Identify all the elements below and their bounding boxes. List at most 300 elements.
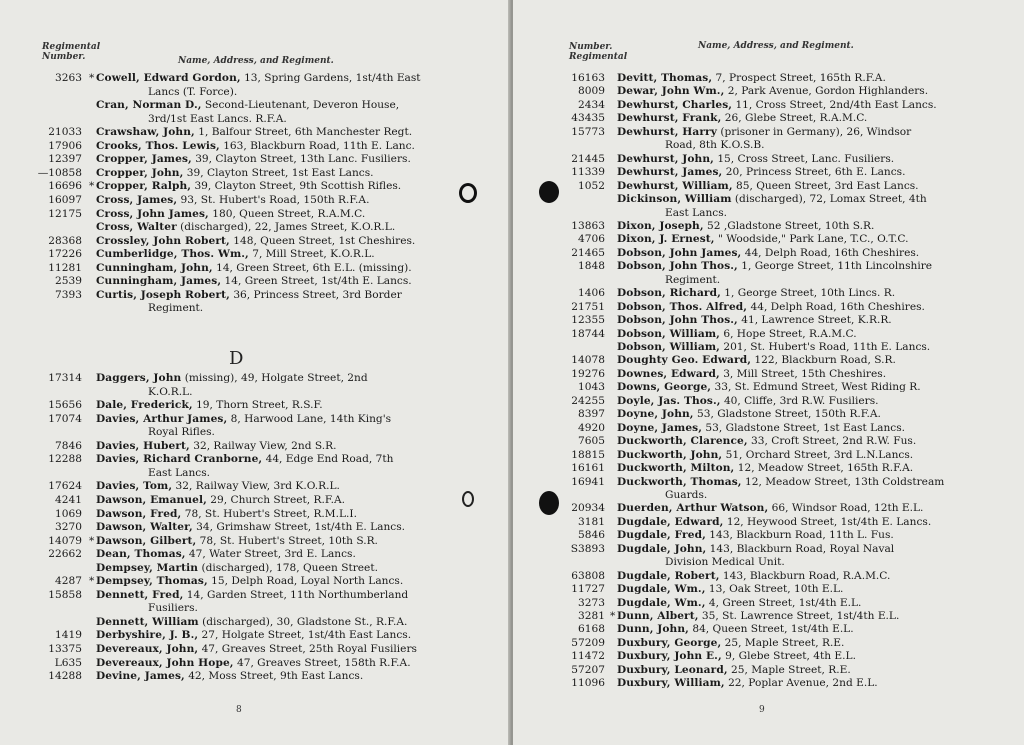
entry-row: [0, 521, 500, 534]
address-regiment: 12, Heywood Street, 1st/4th E. Lancs.: [726, 515, 932, 528]
entry-text: [96, 262, 412, 275]
person-name: Doyne, James,: [617, 421, 703, 434]
star-marker: *: [89, 180, 95, 193]
regimental-number: 2434: [578, 98, 605, 111]
entry-row: [0, 126, 500, 139]
address-regiment: 78, St. Hubert's Street, 10th S.R.: [199, 534, 378, 547]
entry-continuation: Division Medical Unit.: [665, 556, 785, 569]
entry-row: [513, 583, 1013, 596]
entry-row: [0, 99, 500, 112]
entry-text: [617, 287, 895, 300]
address-regiment: 11, Cross Street, 2nd/4th East Lancs.: [735, 98, 937, 111]
regimental-number: 16163: [571, 72, 605, 84]
regimental-number: 15773: [571, 125, 605, 138]
person-name: Devereaux, John,: [96, 643, 199, 655]
regimental-number: 18815: [571, 448, 605, 461]
entry-text: [96, 235, 415, 248]
regimental-number: 11339: [571, 166, 605, 179]
page-right: [513, 0, 1024, 745]
star-marker: *: [89, 575, 95, 588]
entry-text: [617, 314, 892, 327]
entry-text: [617, 623, 854, 636]
regimental-number: 7846: [55, 439, 82, 452]
address-regiment: 20, Princess Street, 6th E. Lancs.: [725, 166, 906, 179]
person-name: Duckworth, Clarence,: [617, 435, 748, 448]
address-regiment: 44, Delph Road, 16th Cheshires.: [750, 300, 925, 313]
address-regiment: 180, Queen Street, R.A.M.C.: [212, 207, 366, 220]
address-regiment: 29, Church Street, R.F.A.: [210, 493, 345, 506]
page-number: 9: [759, 705, 765, 715]
entry-row: [0, 235, 500, 248]
entry-row: [513, 570, 1013, 583]
entry-row: [513, 220, 1013, 233]
entry-row: [513, 408, 1013, 421]
person-name: Cran, Norman D.,: [96, 99, 202, 112]
entry-row: [513, 449, 1013, 462]
entry-text: [617, 435, 916, 448]
person-name: Downes, Edward,: [617, 367, 720, 380]
star-marker: *: [89, 72, 95, 84]
regimental-number: 43435: [571, 112, 605, 125]
person-name: Dunn, Albert,: [617, 610, 699, 622]
person-name: Dobson, William,: [617, 327, 720, 340]
entry-row: [0, 616, 500, 629]
address-regiment: 3, Mill Street, 15th Cheshires.: [723, 367, 887, 380]
address-regiment: 15, Delph Road, Loyal North Lancs.: [211, 575, 404, 588]
entry-continuation: Guards.: [665, 488, 708, 501]
regimental-number: 1043: [578, 381, 605, 394]
address-regiment: (discharged), 30, Gladstone St., R.F.A.: [202, 615, 408, 628]
person-name: Dugdale, Wm.,: [617, 583, 706, 596]
regimental-number: 57207: [571, 663, 605, 676]
address-regiment: 47, Greaves Street, 25th Royal Fusiliers: [201, 643, 417, 655]
address-regiment: 40, Cliffe, 3rd R.W. Fusiliers.: [723, 394, 879, 407]
person-name: Cropper, James,: [96, 153, 192, 166]
person-name: Cross, James,: [96, 193, 178, 206]
address-regiment: 39, Clayton Street, 1st East Lancs.: [186, 166, 374, 179]
address-regiment: 13, Oak Street, 10th E.L.: [708, 583, 844, 596]
entry-row: [0, 453, 500, 466]
entry-text: [617, 570, 890, 583]
entry-text: [96, 589, 408, 602]
person-name: Dawson, Fred,: [96, 507, 182, 520]
entry-row: [513, 166, 1013, 179]
address-regiment: 143, Blackburn Road, R.A.M.C.: [722, 569, 891, 582]
person-name: Duckworth, Thomas,: [617, 475, 742, 488]
regimental-number: 4287: [55, 575, 82, 588]
person-name: Dempsey, Thomas,: [96, 575, 208, 588]
regimental-number: 21445: [571, 152, 605, 165]
entry-row: [513, 637, 1013, 650]
entry-text: [617, 301, 925, 314]
entry-continuation: Royal Rifles.: [148, 426, 215, 439]
regimental-number: 1052: [578, 179, 605, 192]
person-name: Downs, George,: [617, 381, 712, 394]
entry-text: [96, 180, 401, 193]
person-name: Devine, James,: [96, 670, 185, 683]
regimental-number: L635: [54, 656, 82, 669]
entry-row: [513, 314, 1013, 327]
entry-row: [513, 193, 1013, 206]
address-regiment: Second-Lieutenant, Deveron House,: [204, 99, 400, 112]
entry-continuation: Regiment.: [148, 302, 204, 315]
header-name: Name, Address, and Regiment.: [178, 56, 334, 66]
entry-row: [0, 575, 500, 588]
person-name: Duxbury, Leonard,: [617, 663, 728, 676]
entry-text: [96, 521, 405, 534]
entry-row: [0, 248, 500, 261]
regimental-number: 63808: [571, 569, 605, 582]
address-regiment: " Woodside," Park Lane, T.C., O.T.C.: [717, 233, 909, 246]
address-regiment: 4, Green Street, 1st/4th E.L.: [708, 596, 862, 609]
entry-text: [96, 208, 365, 221]
entry-text: [617, 381, 921, 394]
entry-text: [96, 629, 411, 642]
address-regiment: 53, Gladstone Street, 1st East Lancs.: [705, 421, 906, 434]
address-regiment: 163, Blackburn Road, 11th E. Lanc.: [223, 139, 415, 152]
regimental-number: 21465: [571, 246, 605, 259]
person-name: Duckworth, Milton,: [617, 462, 735, 475]
entry-row: [513, 328, 1013, 341]
person-name: Dempsey, Martin: [96, 561, 199, 574]
person-name: Dawson, Gilbert,: [96, 534, 197, 547]
entry-row: [0, 153, 500, 166]
address-regiment: 25, Maple Street, R.E.: [731, 663, 851, 676]
address-regiment: 44, Delph Road, 16th Cheshires.: [744, 246, 920, 259]
entry-row: [0, 643, 500, 656]
person-name: Dewhurst, William,: [617, 179, 733, 192]
regimental-number: —10858: [37, 166, 82, 179]
address-regiment: 14, Green Street, 1st/4th E. Lancs.: [224, 275, 412, 288]
address-regiment: 53, Gladstone Street, 150th R.F.A.: [696, 408, 881, 421]
address-regiment: 66, Windsor Road, 12th E.L.: [771, 502, 924, 515]
star-marker: *: [89, 534, 95, 547]
regimental-number: 13375: [48, 643, 82, 655]
entry-row: [0, 275, 500, 288]
address-regiment: 1, Balfour Street, 6th Manchester Regt.: [198, 126, 413, 139]
entry-row: [0, 494, 500, 507]
entry-text: [96, 167, 374, 180]
entry-row: [513, 462, 1013, 475]
regimental-number: 8009: [578, 85, 605, 98]
star-marker: *: [610, 610, 616, 622]
entry-row: [0, 413, 500, 426]
entry-text: [617, 543, 894, 556]
regimental-number: 3263: [55, 72, 82, 84]
entry-row: [513, 153, 1013, 166]
entry-text: [617, 368, 886, 381]
entry-text: [96, 248, 375, 261]
entry-continuation: East Lancs.: [148, 466, 211, 479]
regimental-number: 8397: [578, 408, 605, 421]
entry-text: [96, 372, 368, 385]
entry-row: [513, 247, 1013, 260]
person-name: Crawshaw, John,: [96, 126, 195, 139]
address-regiment: 93, St. Hubert's Road, 150th R.F.A.: [180, 193, 370, 206]
entry-row: [0, 208, 500, 221]
regimental-number: 7605: [578, 435, 605, 448]
address-regiment: 7, Prospect Street, 165th R.F.A.: [715, 72, 886, 84]
person-name: Doyne, John,: [617, 408, 694, 421]
regimental-number: 14288: [48, 670, 82, 683]
entry-continuation: K.O.R.L.: [148, 385, 193, 398]
entry-text: [617, 233, 909, 246]
entry-text: [617, 341, 930, 354]
person-name: Dugdale, John,: [617, 542, 707, 555]
entry-text: [617, 395, 879, 408]
address-regiment: 33, St. Edmund Street, West Riding R.: [714, 381, 921, 394]
entry-row: [0, 589, 500, 602]
entry-text: [96, 508, 357, 521]
address-regiment: 51, Orchard Street, 3rd L.N.Lancs.: [725, 448, 914, 461]
person-name: Dewhurst, Harry: [617, 125, 717, 138]
person-name: Cross, Walter: [96, 221, 177, 234]
person-name: Daggers, John: [96, 372, 182, 384]
person-name: Derbyshire, J. B.,: [96, 629, 199, 642]
regimental-number: 12355: [571, 314, 605, 327]
entry-continuation: 3rd/1st East Lancs. R.F.A.: [148, 112, 287, 125]
binding-hole: [462, 491, 474, 507]
address-regiment: 84, Queen Street, 1st/4th E.L.: [692, 623, 854, 636]
regimental-number: 12288: [48, 453, 82, 466]
regimental-number: 16696: [48, 180, 82, 193]
regimental-number: 16161: [571, 462, 605, 475]
entry-text: [617, 516, 931, 529]
regimental-number: 4241: [55, 493, 82, 506]
entry-row: [513, 395, 1013, 408]
entry-text: [617, 112, 867, 125]
regimental-number: 17314: [48, 372, 82, 384]
entry-text: [617, 422, 905, 435]
entry-text: [617, 328, 857, 341]
entry-continuation: Road, 8th K.O.S.B.: [665, 139, 765, 152]
person-name: Cropper, Ralph,: [96, 180, 192, 193]
entry-text: [96, 194, 369, 207]
entry-text: [96, 72, 421, 85]
entry-row: [513, 126, 1013, 139]
header-number-line: Regimental: [42, 42, 101, 52]
address-regiment: 33, Croft Street, 2nd R.W. Fus.: [751, 435, 917, 448]
regimental-number: 1406: [578, 287, 605, 300]
header-number: [569, 42, 627, 62]
person-name: Davies, Tom,: [96, 480, 173, 493]
person-name: Dennett, Fred,: [96, 588, 184, 601]
person-name: Dixon, Joseph,: [617, 219, 704, 232]
address-regiment: 12, Meadow Street, 13th Coldstream: [744, 475, 945, 488]
person-name: Dugdale, Edward,: [617, 515, 724, 528]
entry-row: [513, 664, 1013, 677]
person-name: Dobson, John Thos.,: [617, 260, 738, 273]
person-name: Curtis, Joseph Robert,: [96, 288, 230, 301]
address-regiment: 12, Meadow Street, 165th R.F.A.: [737, 462, 914, 475]
entry-row: [0, 180, 500, 193]
entry-text: [96, 99, 399, 112]
entry-row: [513, 368, 1013, 381]
entry-row: [513, 85, 1013, 98]
entry-text: [617, 637, 844, 650]
address-regiment: (missing), 49, Holgate Street, 2nd: [184, 372, 368, 384]
person-name: Dawson, Emanuel,: [96, 493, 207, 506]
person-name: Dewhurst, John,: [617, 152, 714, 165]
page-left: [0, 0, 511, 745]
entry-text: [96, 275, 412, 288]
address-regiment: 6, Hope Street, R.A.M.C.: [723, 327, 857, 340]
entry-continuation: Fusiliers.: [148, 602, 198, 615]
entry-text: [96, 657, 411, 670]
person-name: Dewar, John Wm.,: [617, 85, 725, 98]
person-name: Duxbury, William,: [617, 677, 725, 690]
address-regiment: 47, Greaves Street, 158th R.F.A.: [236, 656, 411, 669]
address-regiment: 34, Grimshaw Street, 1st/4th E. Lancs.: [196, 521, 406, 534]
person-name: Dawson, Walter,: [96, 521, 193, 534]
entry-text: [96, 140, 415, 153]
person-name: Doyle, Jas. Thos.,: [617, 394, 721, 407]
address-regiment: 52 ,Gladstone Street, 10th S.R.: [707, 219, 875, 232]
entry-row: [513, 610, 1013, 623]
address-regiment: 143, Blackburn Road, Royal Naval: [709, 542, 895, 555]
entry-row: [513, 301, 1013, 314]
address-regiment: 39, Clayton Street, 13th Lanc. Fusiliers.: [195, 153, 411, 166]
header-number-line: Number.: [569, 42, 613, 52]
person-name: Cropper, John,: [96, 166, 184, 179]
header-number-line: Regimental: [569, 52, 628, 62]
regimental-number: 4920: [578, 421, 605, 434]
person-name: Dewhurst, James,: [617, 166, 723, 179]
person-name: Dewhurst, Frank,: [617, 112, 722, 125]
entry-continuation: East Lancs.: [665, 206, 728, 219]
entry-text: [96, 453, 393, 466]
address-regiment: 8, Harwood Lane, 14th King's: [230, 412, 392, 425]
regimental-number: 2539: [55, 275, 82, 288]
person-name: Davies, Arthur James,: [96, 412, 228, 425]
person-name: Cross, John James,: [96, 207, 209, 220]
entry-text: [96, 126, 412, 139]
address-regiment: 13, Spring Gardens, 1st/4th East: [244, 72, 421, 84]
person-name: Dobson, William,: [617, 341, 720, 353]
entry-text: [617, 677, 878, 690]
address-regiment: 32, Railway View, 3rd K.O.R.L.: [175, 480, 340, 493]
header-number: [42, 42, 100, 62]
entry-row: [513, 677, 1013, 690]
entry-text: [617, 72, 886, 85]
entry-text: [617, 650, 856, 663]
entry-text: [617, 193, 927, 206]
entry-row: [0, 72, 500, 85]
regimental-number: 15656: [48, 399, 82, 412]
address-regiment: 1, George Street, 11th Lincolnshire: [741, 260, 933, 273]
regimental-number: 4706: [578, 233, 605, 246]
person-name: Davies, Richard Cranborne,: [96, 453, 263, 466]
entry-text: [96, 440, 336, 453]
person-name: Dugdale, Robert,: [617, 569, 720, 582]
entry-text: [617, 166, 905, 179]
address-regiment: 36, Princess Street, 3rd Border: [233, 288, 402, 301]
regimental-number: 19276: [571, 367, 605, 380]
entry-text: [617, 664, 851, 677]
entry-row: [513, 260, 1013, 273]
entry-text: [617, 610, 899, 623]
regimental-number: 11281: [48, 261, 82, 274]
entry-row: [0, 221, 500, 234]
entry-row: [0, 508, 500, 521]
person-name: Duxbury, George,: [617, 636, 722, 649]
entry-continuation: Lancs (T. Force).: [148, 85, 238, 98]
regimental-number: 6168: [578, 623, 605, 636]
address-regiment: 26, Glebe Street, R.A.M.C.: [724, 112, 868, 125]
entry-text: [96, 535, 378, 548]
entry-row: [513, 112, 1013, 125]
regimental-number: 3281: [578, 610, 605, 622]
address-regiment: 85, Queen Street, 3rd East Lancs.: [736, 179, 919, 192]
entry-text: [96, 399, 323, 412]
person-name: Dobson, John James,: [617, 246, 742, 259]
address-regiment: 9, Glebe Street, 4th E.L.: [725, 650, 856, 663]
address-regiment: 14, Garden Street, 11th Northumberland: [186, 588, 409, 601]
address-regiment: 78, St. Hubert's Street, R.M.L.I.: [184, 507, 357, 520]
entry-row: [513, 180, 1013, 193]
entry-text: [96, 480, 340, 493]
regimental-number: 57209: [571, 636, 605, 649]
entry-text: [617, 476, 944, 489]
regimental-number: 16097: [48, 193, 82, 206]
entry-row: [0, 670, 500, 683]
entry-row: [513, 516, 1013, 529]
address-regiment: 143, Blackburn Road, 11th L. Fus.: [709, 529, 894, 542]
regimental-number: 28368: [48, 234, 82, 247]
entry-row: [0, 399, 500, 412]
regimental-number: 5846: [578, 529, 605, 542]
address-regiment: (discharged), 72, Lomax Street, 4th: [734, 193, 927, 206]
regimental-number: 21033: [48, 126, 82, 139]
entry-row: [513, 233, 1013, 246]
address-regiment: 44, Edge End Road, 7th: [265, 453, 394, 466]
section-letter: D: [229, 348, 244, 369]
regimental-number: 14078: [571, 354, 605, 367]
regimental-number: 20934: [571, 502, 605, 515]
entry-text: [96, 670, 363, 683]
address-regiment: 41, Lawrence Street, K.R.R.: [741, 314, 892, 327]
address-regiment: 15, Cross Street, Lanc. Fusiliers.: [717, 152, 895, 165]
entry-text: [96, 413, 391, 426]
binding-hole: [539, 491, 559, 515]
regimental-number: 11096: [571, 677, 605, 690]
entry-text: [96, 153, 411, 166]
entry-row: [513, 99, 1013, 112]
entry-row: [0, 535, 500, 548]
address-regiment: 14, Green Street, 6th E.L. (missing).: [216, 261, 412, 274]
entry-row: [0, 548, 500, 561]
person-name: Dewhurst, Charles,: [617, 98, 733, 111]
entry-text: [617, 583, 843, 596]
address-regiment: 32, Railway View, 2nd S.R.: [193, 439, 337, 452]
entry-row: [513, 381, 1013, 394]
person-name: Duckworth, John,: [617, 448, 723, 461]
entry-row: [0, 657, 500, 670]
address-regiment: 47, Water Street, 3rd E. Lancs.: [188, 548, 356, 561]
page-number: 8: [236, 705, 242, 715]
regimental-number: S3893: [570, 542, 605, 555]
regimental-number: 17226: [48, 248, 82, 261]
regimental-number: 12175: [48, 207, 82, 220]
entry-text: [96, 643, 417, 656]
regimental-number: 11472: [571, 650, 605, 663]
person-name: Dean, Thomas,: [96, 548, 186, 561]
address-regiment: 1, George Street, 10th Lincs. R.: [724, 287, 896, 300]
binding-hole: [459, 183, 477, 203]
regimental-number: 3181: [578, 515, 605, 528]
entry-text: [96, 494, 345, 507]
regimental-number: 14079: [48, 534, 82, 547]
